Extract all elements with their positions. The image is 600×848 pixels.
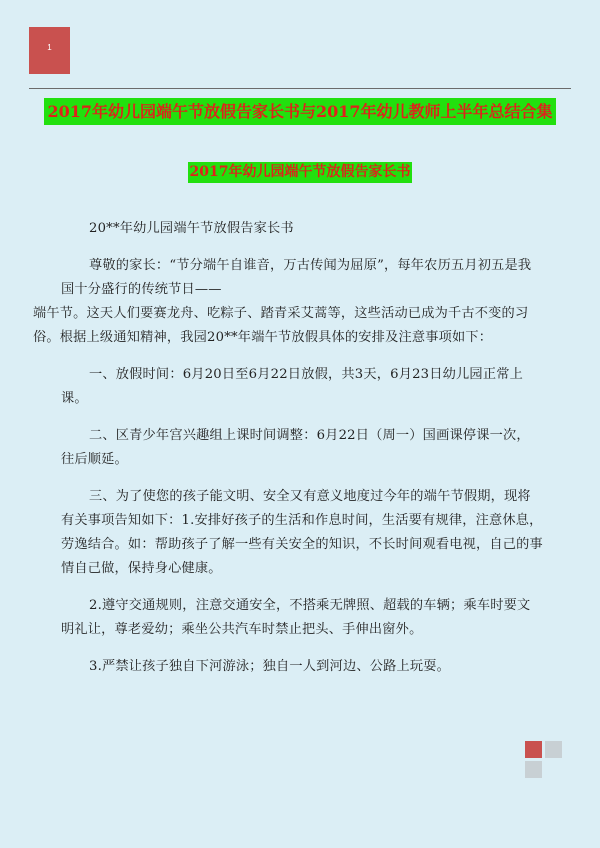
page-number-badge — [29, 27, 70, 74]
document-title: 2017年幼儿园端午节放假告家长书与2017年幼儿教师上半年总结合集 — [44, 98, 556, 125]
deco-square-gray-2 — [525, 761, 542, 778]
item-paragraph-2: 二、区青少年宫兴趣组上课时间调整：6月22日（周一）国画课停课一次，往后顺延。 — [61, 428, 530, 467]
deco-square-red — [525, 741, 542, 758]
item-paragraph-3: 三、为了使您的孩子能文明、安全又有意义地度过今年的端午节假期，现将有关事项告知如下：1.安排好孩子的生活和作息时间，生活要有规律，注意休息，劳逸结合。如：帮助孩子了解一些有关安全的知识，不长时间观看电视，自己的事情自己做，保持身心健康。 — [61, 489, 543, 576]
item-paragraph-5: 3.严禁让孩子独自下河游泳；独自一人到河边、公路上玩耍。 — [89, 659, 451, 674]
document-body — [33, 217, 543, 679]
greeting-paragraph-continued: 端午节。这天人们要赛龙舟、吃粽子、踏青采艾蒿等，这些活动已成为千古不变的习俗。根据上级通知精神，我园20**年端午节放假具体的安排及注意事项如下： — [33, 306, 529, 345]
body-heading: 20**年幼儿园端午节放假告家长书 — [89, 221, 294, 236]
corner-decoration — [525, 741, 563, 779]
item-paragraph-4: 2.遵守交通规则，注意交通安全，不搭乘无牌照、超载的车辆；乘车时要文明礼让，尊老爱幼；乘坐公共汽车时禁止把头、手伸出窗外。 — [61, 598, 531, 637]
greeting-paragraph: 尊敬的家长：“节分端午自谁音，万古传闻为屈原”，每年农历五月初五是我国十分盛行的传统节日—— — [61, 258, 532, 297]
section-title-wrap — [0, 161, 600, 183]
header-divider — [29, 88, 571, 89]
page-number: 1 — [47, 43, 52, 52]
section-title: 2017年幼儿园端午节放假告家长书 — [188, 162, 413, 183]
item-paragraph-1: 一、放假时间：6月20日至6月22日放假，共3天，6月23日幼儿园正常上课。 — [61, 367, 523, 406]
deco-square-gray-1 — [545, 741, 562, 758]
